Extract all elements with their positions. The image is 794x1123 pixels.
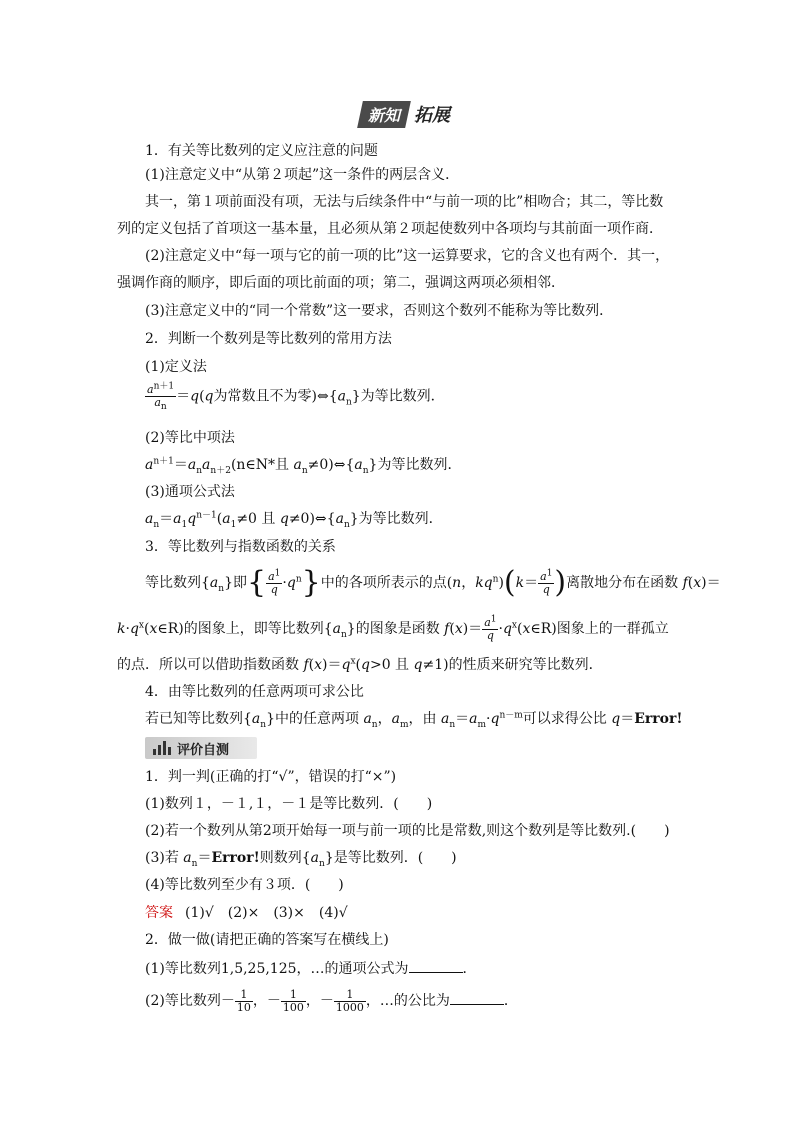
s3-title: 3．等比数列与指数函数的关系 — [145, 539, 336, 555]
self-test-banner — [145, 737, 257, 759]
header-badge: 新知 — [357, 101, 411, 128]
s3-line3: 的点．所以可以借助指数函数 $f(x)=q^x(q>0$ 且 q≠1)的性质来研究等比数列． — [117, 656, 603, 673]
ratio-fraction: $\frac{a^{n+1}}{a_n}$ — [147, 381, 175, 413]
q1-item3: (3)若 $a_n=Error$!则数列$\{a_n\}$是等比数列．( ) — [145, 850, 457, 869]
section-header — [360, 101, 450, 127]
s2-m1-formula: $\frac{a^{n+1}}{a_n}$ ＝q(q为常数且不为零)$\Leftrightarrow\{a_n\}$为等比数列． — [147, 381, 445, 413]
s2-m1: (1)定义法 — [145, 359, 207, 375]
q1-item1: (1)数列１，－１,１，－１是等比数列．( ) — [145, 796, 433, 812]
banner-label: 评价自测 — [177, 742, 230, 758]
s3-line2: $k\cdot q^x(x\in R)$的图象上，即等比数列$\{a_n\}$的图象是函数 f(x)＝ $\frac{a^1}{q}$ $\cdot q^x(x\in R)$图象上的一群孤立 — [117, 613, 669, 642]
answer-blank[interactable] — [409, 958, 463, 973]
s4-line: 若已知等比数列$\{a_n\}$中的任意两项 $a_n$，$a_m$，由 $a_n=a_m\cdot q^{n-m}$可以求得公比 q＝Error! — [145, 710, 683, 730]
header-title: 拓展 — [414, 105, 451, 126]
q2-title: 2．做一做(请把正确的答案写在横线上) — [145, 932, 389, 948]
q1-item4: (4)等比数列至少有３项．( ) — [145, 877, 344, 893]
s1-p3b: 强调作商的顺序，即后面的项比前面的项；第二，强调这两项必须相邻． — [117, 275, 565, 291]
s3-line1: 等比数列$\{a_n\}$即{ $\frac{a^1}{q}$ $\cdot q^n$}中的各项所表示的点(n，$kq^n)(k=$ $\frac{a^1}{q}$ )离散地分布在函数 f(x)＝ — [145, 565, 721, 600]
s2-m3-formula: $a_n=a_1q^{n-1}(a_1\ne 0$ 且 $q\ne 0)\Leftrightarrow\{a_n\}$为等比数列． — [145, 510, 443, 530]
q1-title: 1．判一判(正确的打“√”，错误的打“×”) — [145, 769, 397, 785]
q2-item1: (1)等比数列1,5,25,125，…的通项公式为 ． — [145, 958, 477, 978]
s2-m3: (3)通项公式法 — [145, 484, 235, 500]
s1-title: 1．有关等比数列的定义应注意的问题 — [145, 143, 378, 159]
s1-p2a: 其一，第１项前面没有项，无法与后续条件中“与前一项的比”相吻合；其二，等比数 — [145, 194, 664, 210]
s2-m2-formula: $a^{n+1}=a_na_{n+2}(n\in N*$且 $a_n\ne 0)\Leftrightarrow\{a_n\}$为等比数列． — [145, 456, 462, 476]
answer-text: (1)√ (2)× (3)× (4)√ — [185, 905, 348, 921]
s1-p3a: (2)注意定义中“每一项与它的前一项的比”这一运算要求，它的含义也有两个．其一， — [145, 248, 670, 264]
answer-blank[interactable] — [450, 990, 504, 1005]
s4-title: 4．由等比数列的任意两项可求公比 — [145, 684, 364, 700]
q1-answer — [145, 904, 348, 922]
s2-title: 2．判断一个数列是等比数列的常用方法 — [145, 331, 392, 347]
s1-p4: (3)注意定义中的“同一个常数”这一要求，否则这个数列不能称为等比数列． — [145, 303, 614, 319]
answer-label: 答案 — [145, 905, 173, 921]
s1-p2b: 列的定义包括了首项这一基本量，且必须从第２项起使数列中各项均与其前面一项作商． — [117, 221, 663, 237]
bar-chart-icon — [153, 741, 171, 755]
s1-p1: (1)注意定义中“从第２项起”这一条件的两层含义． — [145, 167, 460, 183]
s2-m2: (2)等比中项法 — [145, 430, 235, 446]
q2-item2: (2)等比数列－ $\frac{1}{10}$ ，－ $\frac{1}{100}$ ，－ $\frac{1}{1000}$ ，…的公比为 ． — [145, 987, 518, 1014]
q1-item2: (2)若一个数列从第2项开始每一项与前一项的比是常数,则这个数列是等比数列.( ) — [145, 823, 670, 839]
